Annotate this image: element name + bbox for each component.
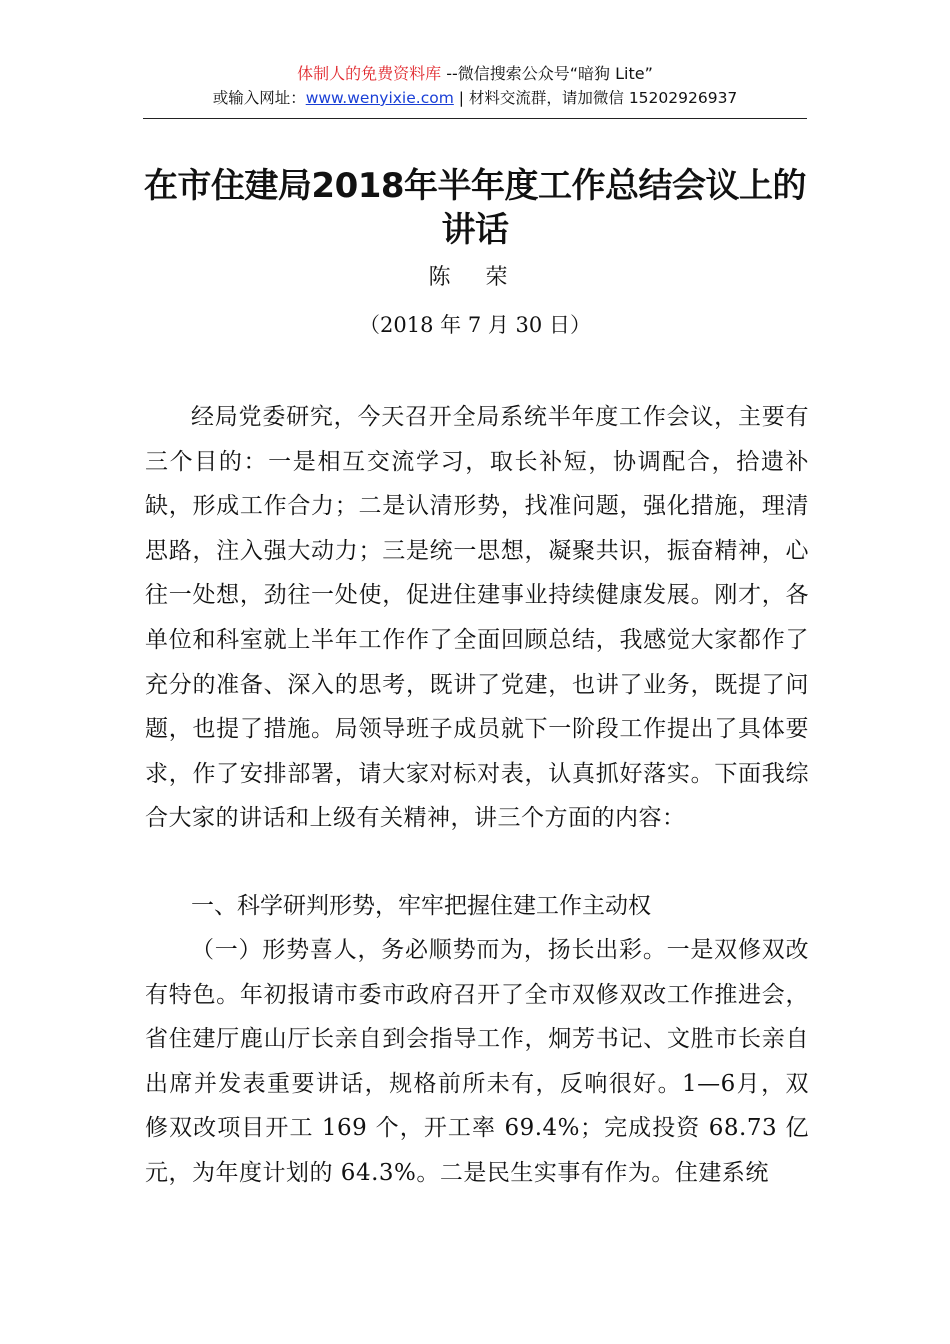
document-author: 陈 荣 [428,265,522,290]
sub-paragraph: （一）形势喜人，务必顺势而为，扬长出彩。一是双修双改有特色。年初报请市委市政府召开了全市双修双改工作推进会，省住建厅鹿山厅长亲自到会指导工作，炯芳书记、文胜市长亲自出席并发表重要讲话，规格前所未有，反响很好。1—6月，双修双改项目开工 169 个，开工率 69.4%；完成投资 68.73 亿元，为年度计划的 64.3%。二是民生实事有作为。住建系统 [145,937,809,1186]
header-url-prefix: 或输入网址： [212,89,306,107]
header-brand[interactable]: 体制人的免费资料库 [297,64,442,83]
page-header [143,62,807,110]
intro-paragraph: 经局党委研究，今天召开全局系统半年度工作会议，主要有三个目的：一是相互交流学习，取长补短，协调配合，拾遗补缺，形成工作合力；二是认清形势，找准问题，强化措施，理清思路，注入强大动力；三是统一思想，凝聚共识，振奋精神，心往一处想，劲往一处使，促进住建事业持续健康发展。刚才，各单位和科室就上半年工作作了全面回顾总结，我感觉大家都作了充分的准备、深入的思考，既讲了党建，也讲了业务，既提了问题，也提了措施。局领导班子成员就下一阶段工作提出了具体要求，作了安排部署，请大家对标对表，认真抓好落实。下面我综合大家的讲话和上级有关精神，讲三个方面的内容： [145,404,809,832]
document-date: （2018 年 7 月 30 日） [359,313,591,337]
intro-paragraph-block [145,395,809,841]
header-contact-suffix: | 材料交流群，请加微信 15202926937 [453,89,738,107]
section-heading: 一、科学研判形势，牢牢把握住建工作主动权 [191,893,651,919]
header-url-link[interactable]: www.wenyixie.com [305,89,454,107]
header-wechat-note: --微信搜索公众号“暗狗 Lite” [441,64,653,83]
header-contact-line [143,86,807,110]
header-divider [143,118,807,119]
sub-paragraph-block [145,928,809,1196]
document-title: 在市住建局2018年半年度工作总结会议上的讲话 [143,166,807,250]
header-promo-line [143,62,807,86]
